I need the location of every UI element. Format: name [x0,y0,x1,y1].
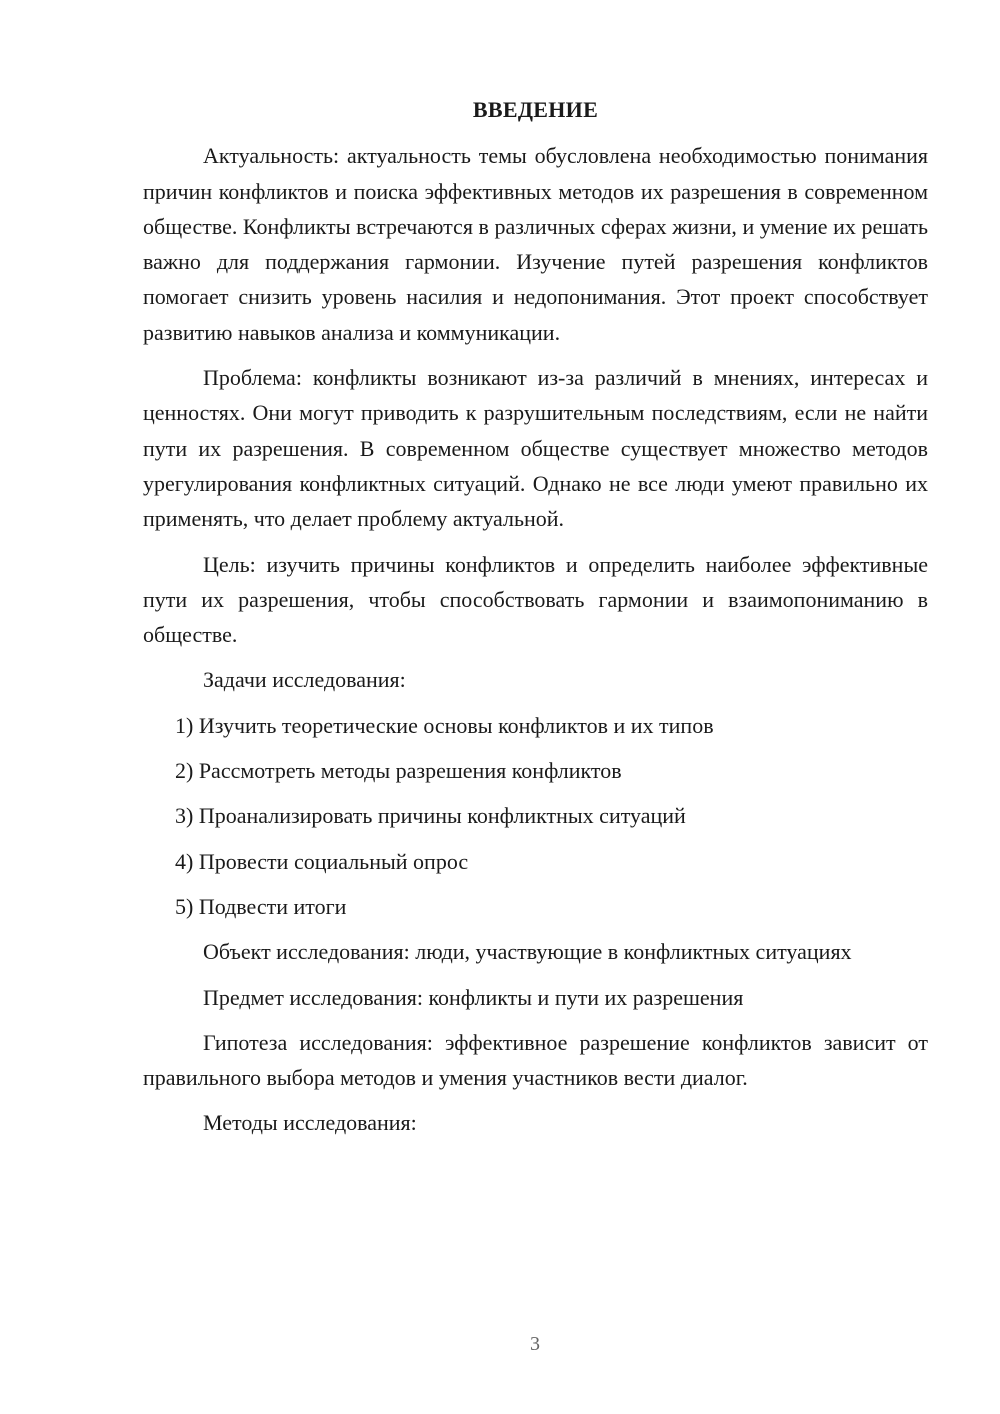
list-item: 3) Проанализировать причины конфликтных ситуаций [175,803,686,829]
tasks-list [143,708,928,924]
list-item: 4) Провести социальный опрос [175,848,469,874]
methods-heading: Методы исследования: [203,1110,417,1136]
relevance-paragraph: Актуальность: актуальность темы обусловлена необходимостью понимания причин конфликтов и поиска эффективных методов их разрешения в современном обществе. Конфликты встречаются в различных сферах жизни, и умение их решать важно для поддержания гармонии. Изучение путей разрешения конфликтов помогает снизить уровень насилия и недопонимания. Этот проект способствует развитию навыков анализа и коммуникации. [143,143,928,345]
goal-paragraph: Цель: изучить причины конфликтов и определить наиболее эффективные пути их разрешения, чтобы способствовать гармонии и взаимопониманию в обществе. [143,551,928,648]
hypothesis-paragraph: Гипотеза исследования: эффективное разрешение конфликтов зависит от правильного выбора методов и умения участников вести диалог. [143,1029,928,1091]
list-item: 5) Подвести итоги [175,893,347,919]
object-paragraph: Объект исследования: люди, участвующие в конфликтных ситуациях [203,939,852,965]
list-item: 2) Рассмотреть методы разрешения конфликтов [175,758,622,784]
page-number: 3 [530,1333,540,1355]
section-title: ВВЕДЕНИЕ [472,97,599,122]
tasks-heading: Задачи исследования: [203,667,406,693]
subject-paragraph: Предмет исследования: конфликты и пути их разрешения [203,984,744,1010]
problem-paragraph: Проблема: конфликты возникают из-за различий в мнениях, интересах и ценностях. Они могут приводить к разрушительным последствиям, если не найти пути их разрешения. В современном обществе существует множество методов урегулирования конфликтных ситуаций. Однако не все люди умеют правильно их применять, что делает проблему актуальной. [143,365,928,532]
page-content [143,92,928,1151]
list-item: 1) Изучить теоретические основы конфликтов и их типов [175,712,714,738]
